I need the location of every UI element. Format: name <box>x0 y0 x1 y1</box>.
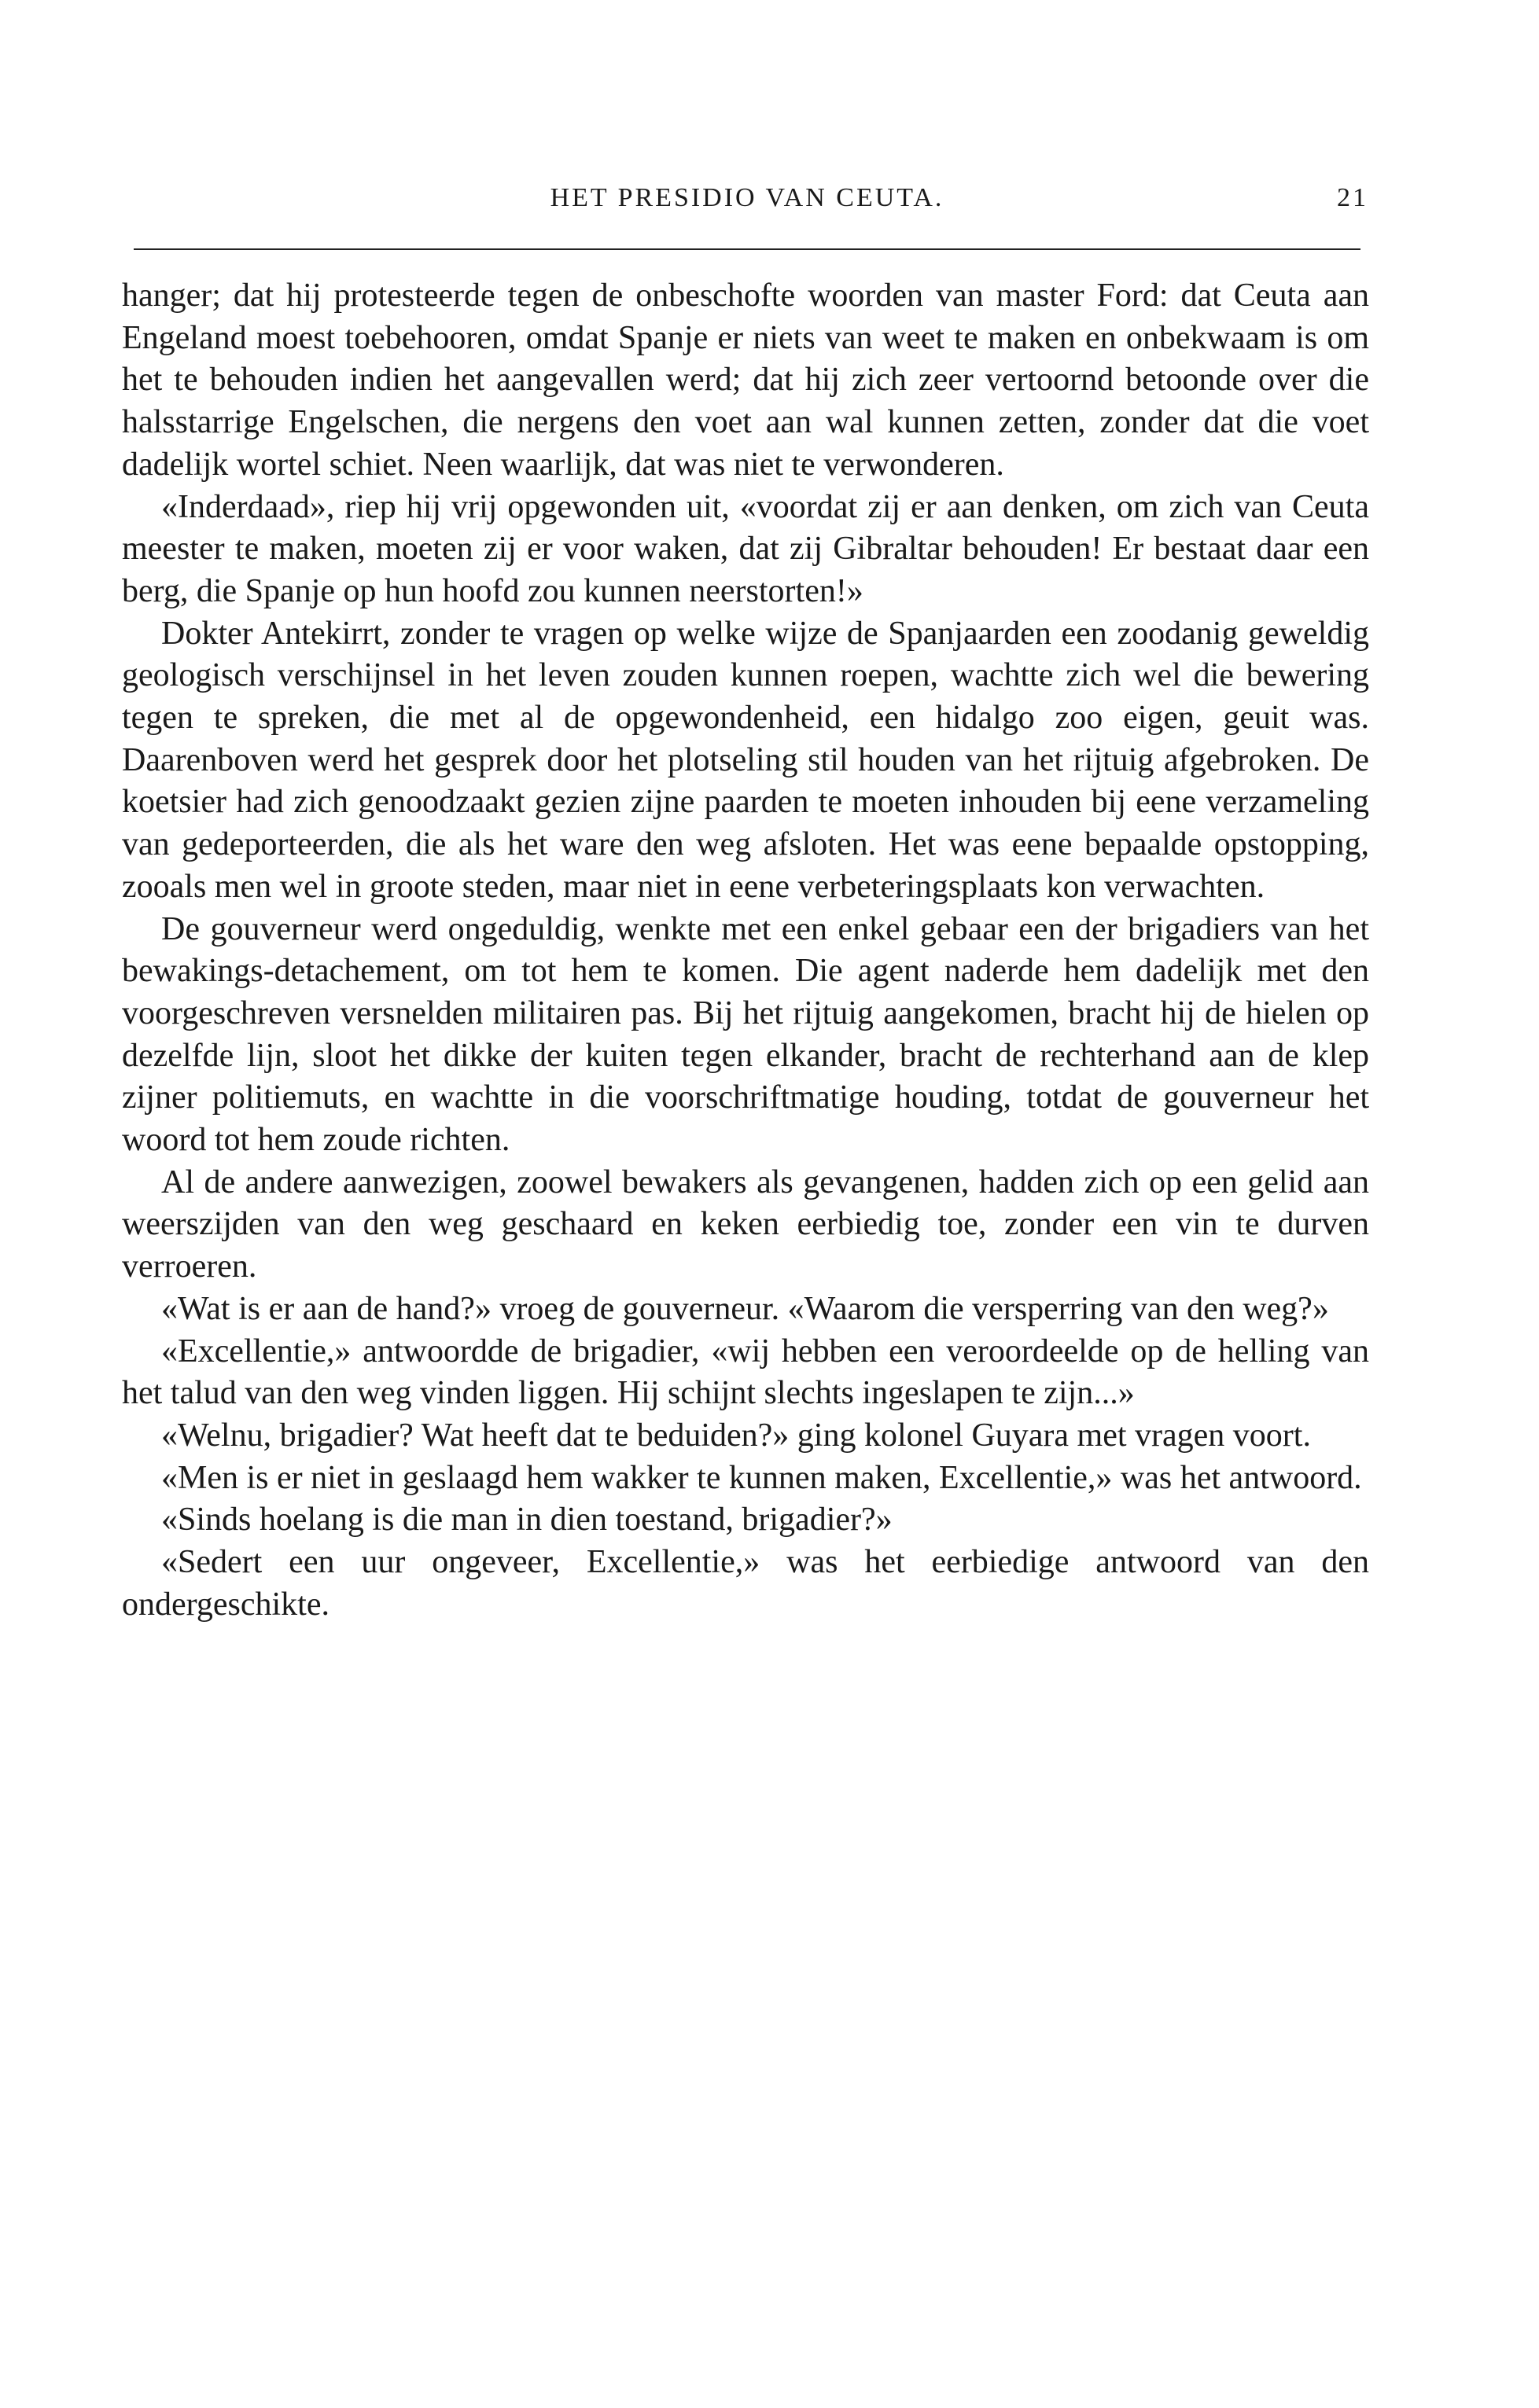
paragraph: Al de andere aanwezigen, zoowel bewakers als gevangenen, hadden zich op een gelid aan weerszijden van den weg geschaard en keken eerbiedig toe, zonder een vin te durven verroeren. <box>122 1164 1369 1285</box>
paragraph: De gouverneur werd ongeduldig, wenkte met een enkel gebaar een der brigadiers van het bewakings-detachement, om tot hem te komen. Die agent naderde hem dadelijk met den voorgeschreven versnelden militairen pas. Bij het rijtuig aangekomen, bracht hij de hielen op dezelfde lijn, sloot het dikke der kuiten tegen elkander, bracht de rechterhand aan de klep zijner politiemuts, en wachtte in die voorschriftmatige houding, totdat de gouverneur het woord tot hem zoude richten. <box>122 910 1369 1159</box>
running-head <box>126 182 1368 230</box>
paragraph: «Sinds hoelang is die man in dien toestand, brigadier?» <box>161 1502 893 1539</box>
paragraph: «Excellentie,» antwoordde de brigadier, «wij hebben een veroordeelde op de helling van het talud van den weg vinden liggen. Hij schijnt slechts ingeslapen te zijn...» <box>122 1333 1369 1412</box>
paragraph: «Men is er niet in geslaagd hem wakker te kunnen maken, Excellentie,» was het antwoord. <box>161 1459 1362 1496</box>
paragraph: «Sedert een uur ongeveer, Excellentie,» was het eerbiedige antwoord van den ondergeschikte. <box>122 1544 1369 1623</box>
paragraph: Dokter Antekirrt, zonder te vragen op welke wijze de Spanjaarden een zoodanig geweldig geologisch verschijnsel in het leven zouden kunnen roepen, wachtte zich wel die bewering tegen te spreken, die met al de opgewondenheid, een hidalgo zoo eigen, geuit was. Daarenboven werd het gesprek door het plotseling stil houden van het rijtuig afgebroken. De koetsier had zich genoodzaakt gezien zijne paarden te moeten inhouden bij eene verzameling van gedeporteerden, die als het ware den weg afsloten. Het was eene bepaalde opstopping, zooals men wel in groote steden, maar niet in eene verbeteringsplaats kon verwachten. <box>122 615 1369 905</box>
page-number: 21 <box>1337 183 1368 212</box>
paragraph: «Welnu, brigadier? Wat heeft dat te beduiden?» ging kolonel Guyara met vragen voort. <box>161 1417 1311 1454</box>
paragraph: «Wat is er aan de hand?» vroeg de gouverneur. «Waarom die versperring van den weg?» <box>161 1290 1329 1327</box>
paragraph: hanger; dat hij protesteerde tegen de onbeschofte woorden van master Ford: dat Ceuta aan Engeland moest toebehooren, omdat Spanje er niets van weet te maken en onbekwaam is om het te behouden indien het aangevallen werd; dat hij zich zeer vertoornd betoonde over die halsstarrige Engelschen, die nergens den voet aan wal kunnen zetten, zonder dat die voet dadelijk wortel schiet. Neen waarlijk, dat was niet te verwonderen. <box>122 278 1369 483</box>
header-rule <box>134 248 1360 250</box>
text-body <box>122 275 1369 1627</box>
paragraph: «Inderdaad», riep hij vrij opgewonden uit, «voordat zij er aan denken, om zich van Ceuta meester te maken, moeten zij er voor waken, dat zij Gibraltar behouden! Er bestaat daar een berg, die Spanje op hun hoofd zou kunnen neerstorten!» <box>122 488 1369 609</box>
running-title: HET PRESIDIO VAN CEUTA. <box>550 183 944 212</box>
